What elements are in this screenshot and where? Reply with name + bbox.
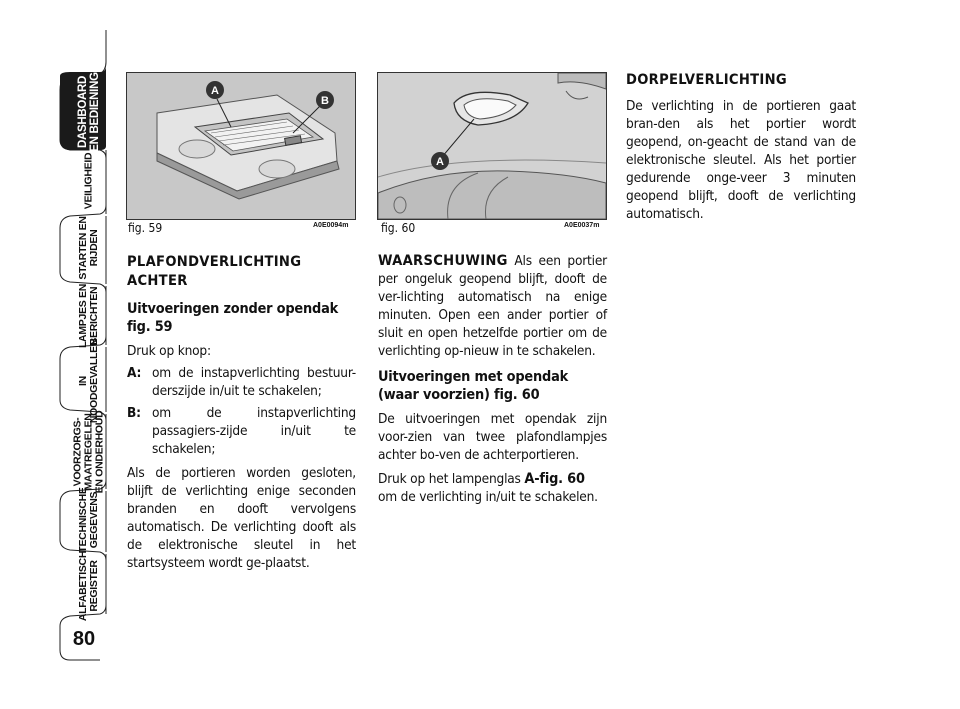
section-nav: [0, 0, 110, 709]
section-title-line: ACHTER: [127, 272, 188, 289]
subsection-title: [127, 300, 356, 336]
tab-label: VEILIGHEID: [82, 152, 95, 210]
figure-59-caption: fig. 59: [128, 221, 163, 235]
figure-label-a: A: [436, 156, 444, 168]
body-text: Als de portieren worden gesloten, blijft de verlichting enige seconden branden en dooft vervolgens automatisch. De verlichting dooft als de elektronische sleutel in het startsysteem wordt ge-plaatst.: [127, 465, 356, 571]
figure-59-code: A0E0094m: [313, 222, 349, 229]
section-title: DORPELVERLICHTING: [626, 71, 787, 88]
warning-label: WAARSCHUWING: [378, 252, 508, 269]
warning-text: Als een portier per ongeluk geopend blijft, dooft de ver-lichting automatisch na enige minuten. Open een ander portier of sluit en open hetzelfde portier om de verlichting op-nieuw in te schakelen.: [378, 253, 607, 359]
tab-label: STARTEN EN RIJDEN: [77, 216, 100, 280]
tab-label: LAMPJES EN BERICHTEN: [77, 283, 100, 349]
item-text: om de instapverlichting bestuur-derszijde in/uit te schakelen;: [152, 365, 356, 399]
figure-60: [377, 72, 607, 220]
tab-in-noodgevallen[interactable]: [60, 338, 118, 424]
list-item: [127, 364, 356, 400]
tab-veiligheid[interactable]: [60, 145, 118, 217]
tab-label: ALFABETISCH REGISTER: [77, 550, 100, 622]
figure-label-b: B: [321, 95, 329, 107]
list-item: [127, 404, 356, 458]
figure-59: [126, 72, 356, 220]
ceiling-light-illustration: [127, 73, 355, 219]
tab-label: TECHNISCHE GEGEVENS: [77, 487, 100, 553]
subsection-title-line: fig. 59: [127, 319, 173, 335]
tab-voorzorgsmaatregelen[interactable]: [60, 410, 118, 494]
tab-dashboard-en-bediening[interactable]: [60, 72, 118, 152]
figure-60-caption: fig. 60: [381, 221, 416, 235]
roof-lamp-illustration: [378, 73, 606, 219]
item-key: B:: [127, 405, 141, 421]
body-text: De verlichting in de portieren gaat bran-den als het portier wordt geopend, on-geacht de stand van de elektronische sleutel. Als het portier gedurende onge-veer 3 minuten geopend blijft, dooft de verlichting automatisch.: [626, 98, 856, 222]
body-text: De uitvoeringen met opendak zijn voor-zien van twee plafondlampjes achter bo-ven de achterportieren.: [378, 411, 607, 463]
tab-starten-en-rijden[interactable]: [60, 212, 118, 284]
subsection-title-line: Uitvoeringen met opendak: [378, 369, 569, 385]
page-number: 80: [72, 628, 96, 650]
column-right: [626, 70, 856, 223]
tab-alfabetisch-register[interactable]: [60, 550, 118, 622]
body-text-part: Druk op het lampenglas: [378, 471, 525, 487]
subsection-title-line: (waar voorzien) fig. 60: [378, 387, 540, 403]
figure-60-code: A0E0037m: [564, 222, 600, 229]
item-key: A:: [127, 365, 142, 381]
intro-text: Druk op knop:: [127, 343, 211, 359]
section-title: [127, 252, 356, 290]
column-middle: [378, 252, 607, 506]
item-text: om de instapverlichting passagiers-zijde in/uit te schakelen;: [152, 405, 356, 457]
tab-label: DASHBOARD EN BEDIENING: [77, 72, 101, 152]
subsection-title: [378, 368, 607, 404]
figure-reference: A-fig. 60: [524, 471, 585, 487]
body-text-part: om de verlichting in/uit te schakelen.: [378, 489, 598, 505]
section-title-line: PLAFONDVERLICHTING: [127, 253, 302, 270]
tab-technische-gegevens[interactable]: [60, 484, 118, 556]
column-left: [127, 252, 356, 572]
warning-paragraph: [378, 252, 607, 360]
subsection-title-line: Uitvoeringen zonder opendak: [127, 301, 339, 317]
figure-label-a: A: [211, 85, 219, 97]
body-text: [378, 470, 607, 506]
tab-label: IN NOODGEVALLEN: [77, 338, 100, 424]
tab-label: VOORZORGS- MAATREGELEN EN ONDERHOUD: [71, 410, 106, 494]
